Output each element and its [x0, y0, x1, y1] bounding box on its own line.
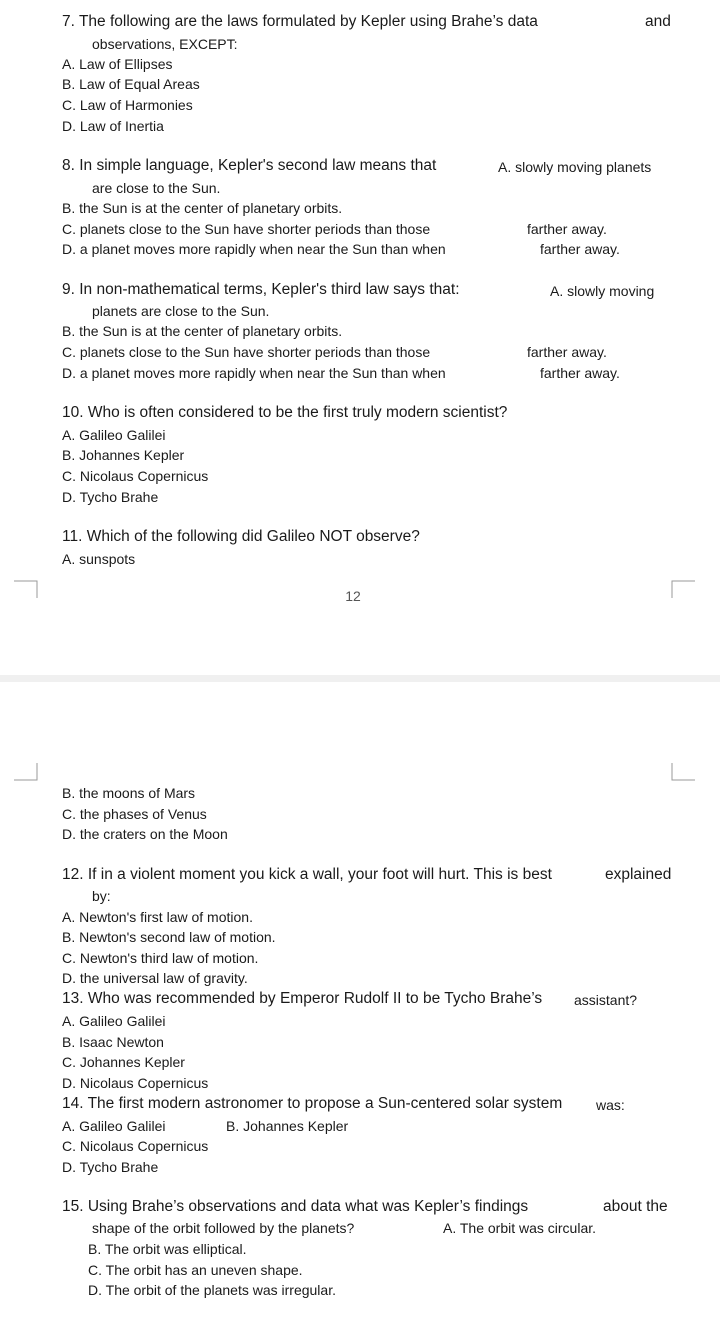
q9-option-c: C. planets close to the Sun have shorter periods than those: [62, 344, 431, 360]
q12-option-b: B. Newton's second law of motion.: [62, 929, 276, 945]
q9-option-d-end: farther away.: [540, 365, 620, 381]
q14-option-c: C. Nicolaus Copernicus: [62, 1138, 209, 1154]
q7-stem-cont: observations, EXCEPT:: [92, 36, 238, 52]
q14-option-a: A. Galileo Galilei: [62, 1118, 166, 1134]
q8-stem: 8. In simple language, Kepler's second law means that: [62, 157, 437, 174]
q8-option-d: D. a planet moves more rapidly when near the Sun than when: [62, 241, 446, 257]
page-number: 12: [345, 588, 361, 604]
q11-option-b: B. the moons of Mars: [62, 785, 196, 801]
q11-option-a: A. sunspots: [62, 551, 136, 567]
q15-option-c: C. The orbit has an uneven shape.: [88, 1262, 303, 1278]
q14-option-b: B. Johannes Kepler: [226, 1118, 349, 1134]
q8-option-a-cont: are close to the Sun.: [92, 180, 221, 196]
q12-stem-end: explained: [605, 866, 672, 883]
q13-stem: 13. Who was recommended by Emperor Rudolf II to be Tycho Brahe’s: [62, 990, 543, 1007]
q14-option-d: D. Tycho Brahe: [62, 1159, 159, 1175]
q10-option-a: A. Galileo Galilei: [62, 427, 166, 443]
q10-option-b: B. Johannes Kepler: [62, 447, 185, 463]
q8-option-b: B. the Sun is at the center of planetary orbits.: [62, 200, 343, 216]
q13-option-b: B. Isaac Newton: [62, 1034, 164, 1050]
q10-stem: 10. Who is often considered to be the first truly modern scientist?: [62, 404, 508, 421]
q9-option-a-cont: planets are close to the Sun.: [92, 303, 270, 319]
q14-stem: 14. The first modern astronomer to propose a Sun-centered solar system: [62, 1095, 563, 1112]
q15-option-d: D. The orbit of the planets was irregular.: [88, 1282, 336, 1298]
q10-option-d: D. Tycho Brahe: [62, 489, 159, 505]
q9-option-b: B. the Sun is at the center of planetary orbits.: [62, 323, 343, 339]
q7-option-c: C. Law of Harmonies: [62, 97, 193, 113]
q7-stem-end: and: [645, 13, 671, 30]
q15-option-a: A. The orbit was circular.: [443, 1220, 597, 1236]
q13-option-c: C. Johannes Kepler: [62, 1054, 185, 1070]
q7-option-a: A. Law of Ellipses: [62, 56, 173, 72]
q9-stem: 9. In non-mathematical terms, Kepler's third law says that:: [62, 281, 460, 298]
q13-stem-end: assistant?: [574, 992, 638, 1008]
q9-option-a: A. slowly moving: [550, 283, 655, 299]
q15-stem-end: about the: [603, 1198, 668, 1215]
q13-option-d: D. Nicolaus Copernicus: [62, 1075, 209, 1091]
crop-mark-bottom-left: [14, 763, 38, 781]
q15-stem: 15. Using Brahe’s observations and data what was Kepler’s findings: [62, 1198, 529, 1215]
crop-mark-bottom-right: [671, 763, 695, 781]
page-separator: [0, 675, 720, 682]
q12-option-a: A. Newton's first law of motion.: [62, 909, 253, 925]
q7-stem: 7. The following are the laws formulated by Kepler using Brahe’s data: [62, 13, 538, 30]
q11-option-c: C. the phases of Venus: [62, 806, 207, 822]
q11-stem: 11. Which of the following did Galileo NOT observe?: [62, 528, 420, 545]
q11-option-d: D. the craters on the Moon: [62, 826, 228, 842]
q10-option-c: C. Nicolaus Copernicus: [62, 468, 209, 484]
q12-stem-cont: by:: [92, 888, 111, 904]
q13-option-a: A. Galileo Galilei: [62, 1013, 166, 1029]
q7-option-d: D. Law of Inertia: [62, 118, 164, 134]
q8-option-a: A. slowly moving planets: [498, 159, 652, 175]
q12-stem: 12. If in a violent moment you kick a wall, your foot will hurt. This is best: [62, 866, 552, 883]
q14-stem-end: was:: [596, 1097, 625, 1113]
q15-stem-cont: shape of the orbit followed by the planets?: [92, 1220, 355, 1236]
q15-option-b: B. The orbit was elliptical.: [88, 1241, 247, 1257]
q8-option-d-end: farther away.: [540, 241, 620, 257]
q12-option-c: C. Newton's third law of motion.: [62, 950, 259, 966]
q9-option-d: D. a planet moves more rapidly when near the Sun than when: [62, 365, 446, 381]
q9-option-c-end: farther away.: [527, 344, 607, 360]
q8-option-c-end: farther away.: [527, 221, 607, 237]
q7-option-b: B. Law of Equal Areas: [62, 76, 200, 92]
q12-option-d: D. the universal law of gravity.: [62, 970, 248, 986]
q8-option-c: C. planets close to the Sun have shorter periods than those: [62, 221, 431, 237]
